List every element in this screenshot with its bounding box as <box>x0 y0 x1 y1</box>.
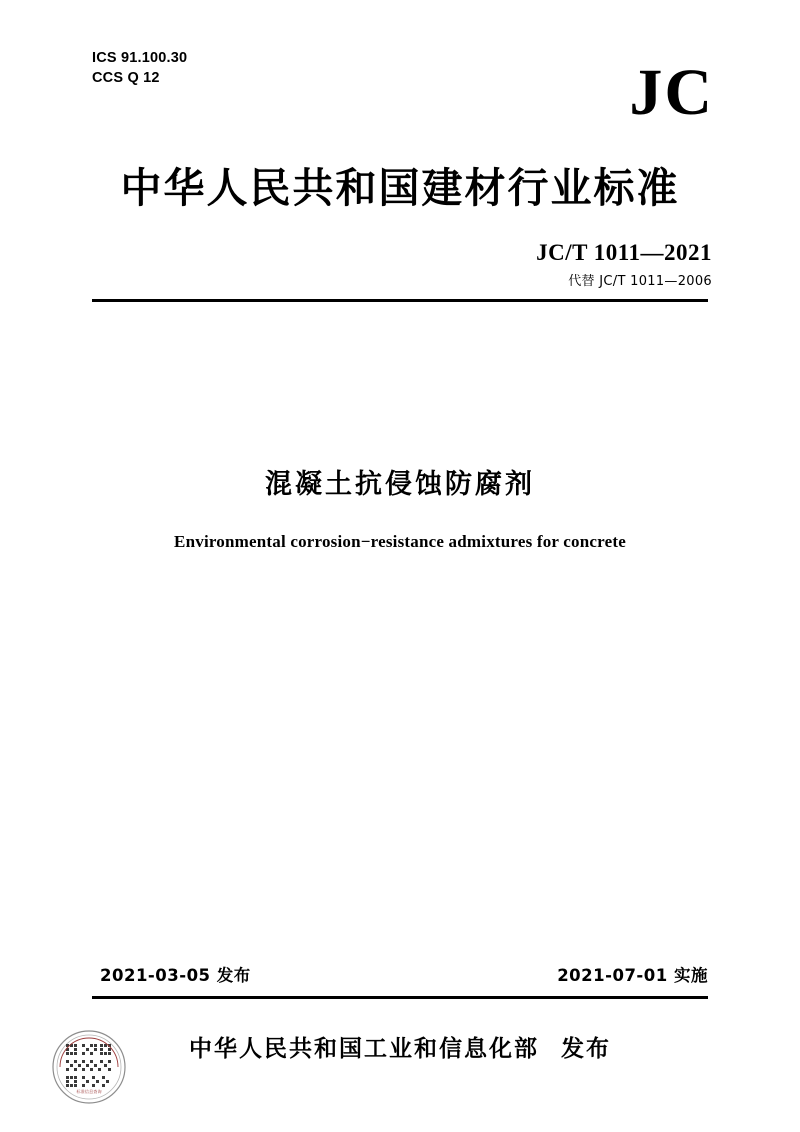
publisher-verb: 发布 <box>561 1036 611 1062</box>
series-title: 中华人民共和国建材行业标准 <box>120 164 680 212</box>
qr-code-stamp-icon <box>52 1030 126 1104</box>
standard-replaces: 代替 JC/T 1011—2006 <box>568 274 712 289</box>
ics-code: ICS 91.100.30 <box>92 50 188 66</box>
publisher-name: 中华人民共和国工业和信息化部 <box>189 1036 539 1062</box>
svg-text:标准信息查询: 标准信息查询 <box>76 1089 102 1094</box>
divider-bottom <box>92 996 708 999</box>
document-title-en: Environmental corrosion−resistance admixtures for concrete <box>174 532 626 551</box>
standard-number: JC/T 1011—2021 <box>536 240 712 265</box>
classification-codes <box>92 48 187 88</box>
issue-date: 2021-03-05 发布 <box>100 966 251 985</box>
divider-top <box>92 299 708 302</box>
implementation-date: 2021-07-01 实施 <box>557 966 708 985</box>
document-title-cn: 混凝土抗侵蚀防腐剂 <box>265 469 535 500</box>
jc-logo: JC <box>629 56 714 129</box>
ccs-code: CCS Q 12 <box>92 70 160 86</box>
